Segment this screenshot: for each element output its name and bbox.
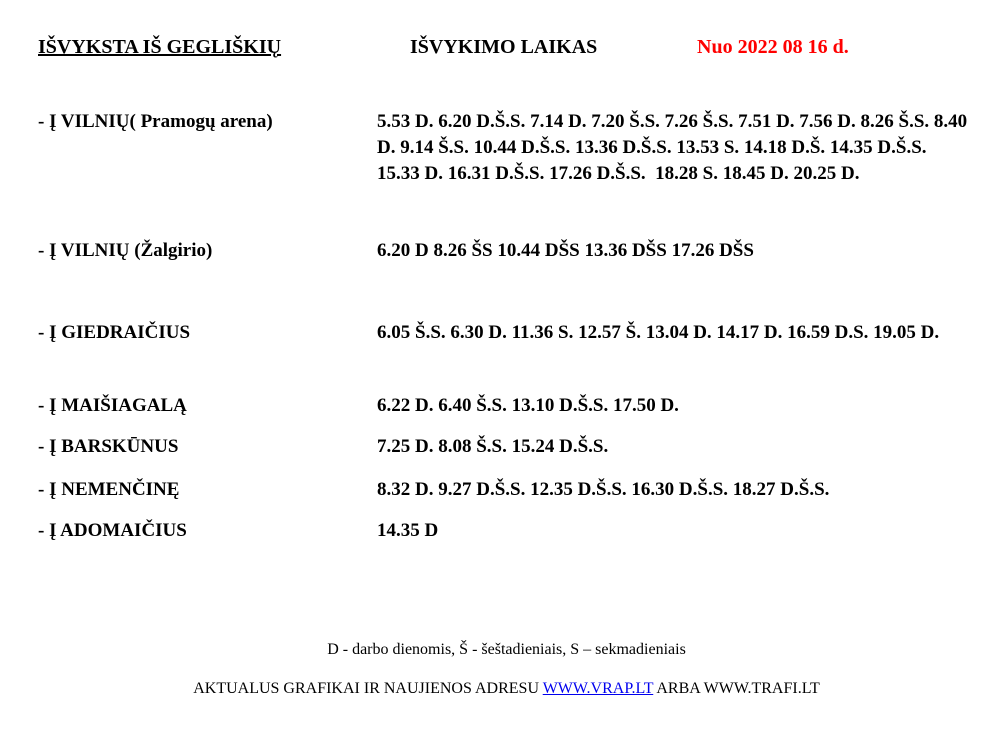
route-times: 5.53 D. 6.20 D.Š.S. 7.14 D. 7.20 Š.S. 7.26 Š.S. 7.51 D. 7.56 D. 8.26 Š.S. 8.40 D. 9.14 Š.S. 10.44 D.Š.S. 13.36 D.Š.S. 13.53 S. 14.18 D.Š. 14.35 D.Š.S. 15.33 D. 16.31 D.Š.S. 17.26 D.Š.S. 18.28 S. 18.45 D. 20.25 D. <box>377 111 972 184</box>
route-times: 6.20 D 8.26 ŠS 10.44 DŠS 13.36 DŠS 17.26 DŠS <box>377 240 754 261</box>
valid-from-date: Nuo 2022 08 16 d. <box>697 36 849 58</box>
route-destination: - Į GIEDRAIČIUS <box>38 322 191 343</box>
route-destination: - Į VILNIŲ (Žalgirio) <box>38 240 213 261</box>
route-times: 14.35 D <box>377 520 439 541</box>
route-times: 8.32 D. 9.27 D.Š.S. 12.35 D.Š.S. 16.30 D.Š.S. 18.27 D.Š.S. <box>377 479 830 500</box>
route-times: 6.22 D. 6.40 Š.S. 13.10 D.Š.S. 17.50 D. <box>377 395 679 416</box>
footer-info-suffix: ARBA WWW.TRAFI.LT <box>653 680 820 697</box>
departure-time-label: IŠVYKIMO LAIKAS <box>410 36 598 58</box>
route-destination: - Į NEMENČINĘ <box>38 479 180 500</box>
route-destination: - Į ADOMAIČIUS <box>38 520 187 541</box>
schedule-legend: D - darbo dienomis, Š - šeštadieniais, S – sekmadieniais <box>327 641 686 658</box>
route-destination: - Į VILNIŲ( Pramogų arena) <box>38 111 273 132</box>
departure-title: IŠVYKSTA IŠ GEGLIŠKIŲ <box>38 36 282 58</box>
route-destination: - Į MAIŠIAGALĄ <box>38 395 187 416</box>
route-times: 7.25 D. 8.08 Š.S. 15.24 D.Š.S. <box>377 436 609 457</box>
route-times: 6.05 Š.S. 6.30 D. 11.36 S. 12.57 Š. 13.04 D. 14.17 D. 16.59 D.S. 19.05 D. <box>377 322 940 343</box>
footer-info-prefix: AKTUALUS GRAFIKAI IR NAUJIENOS ADRESU <box>193 680 543 697</box>
footer-info-line <box>10 679 993 699</box>
route-destination: - Į BARSKŪNUS <box>38 436 179 457</box>
vrap-website-link[interactable]: WWW.VRAP.LT <box>542 680 654 697</box>
